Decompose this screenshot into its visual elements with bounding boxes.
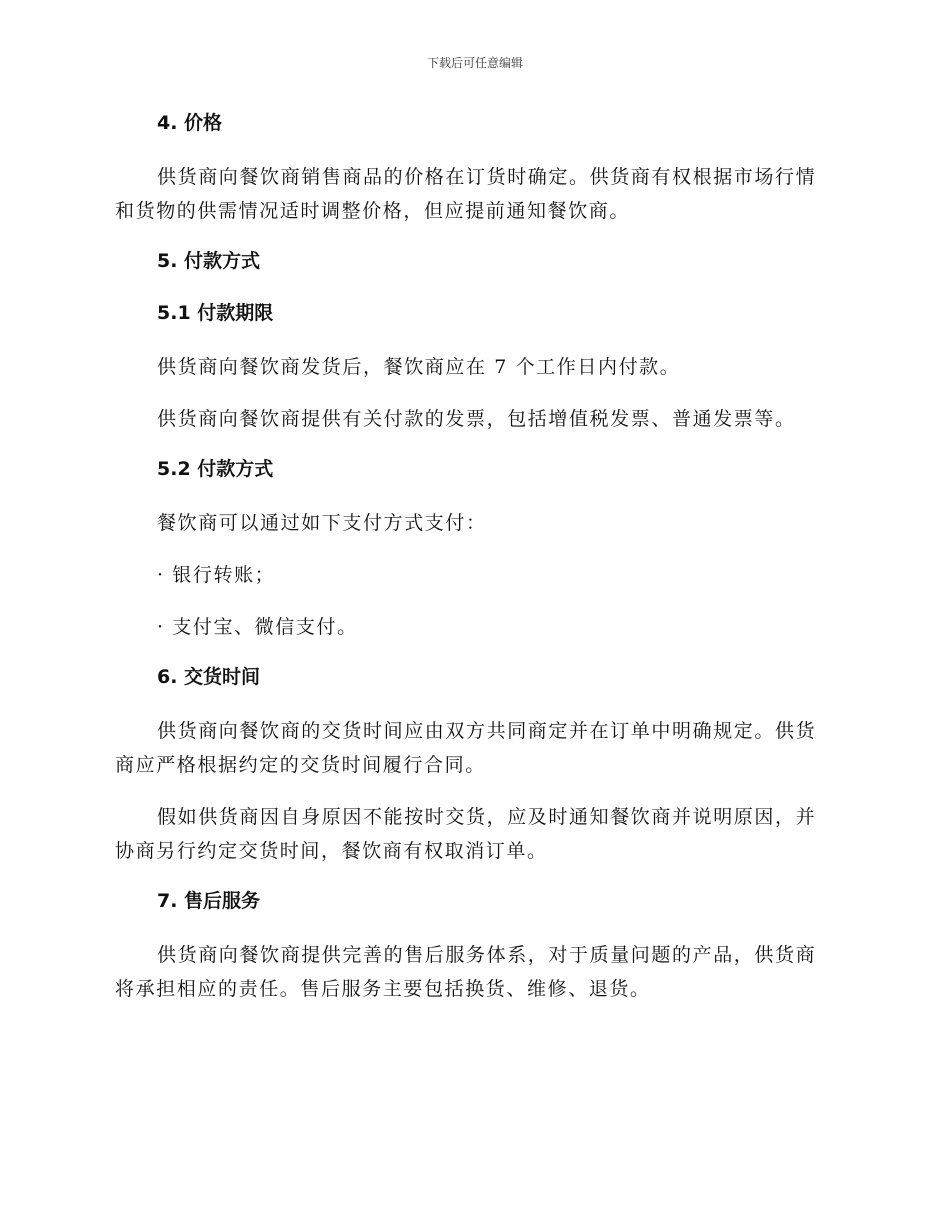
bullet-alipay-wechat: · 支付宝、微信支付。 [157,616,358,638]
page-header: 下载后可任意编辑 [426,56,523,70]
subsection-heading-payment-method: 5.2 付款方式 [157,458,274,480]
payment-method-paragraph: 餐饮商可以通过如下支付方式支付： [157,512,487,534]
section-heading-price: 4. 价格 [157,112,223,134]
section-heading-delivery: 6. 交货时间 [157,666,261,688]
after-sales-paragraph: 供货商向餐饮商提供完善的售后服务体系，对于质量问题的产品，供货商将承担相应的责任。售后服务主要包括换货、维修、退货。 [115,944,817,1000]
delivery-paragraph-2: 假如供货商因自身原因不能按时交货，应及时通知餐饮商并说明原因，并协商另行约定交货时间，餐饮商有权取消订单。 [115,806,817,862]
document-body [115,108,835,1024]
delivery-paragraph-1: 供货商向餐饮商的交货时间应由双方共同商定并在订单中明确规定。供货商应严格根据约定的交货时间履行合同。 [115,720,817,776]
subsection-heading-payment-term: 5.1 付款期限 [157,302,274,324]
section-heading-payment: 5. 付款方式 [157,250,261,272]
invoice-paragraph: 供货商向餐饮商提供有关付款的发票，包括增值税发票、普通发票等。 [157,408,796,430]
payment-term-paragraph: 供货商向餐饮商发货后，餐饮商应在 7 个工作日内付款。 [157,356,681,378]
price-paragraph: 供货商向餐饮商销售商品的价格在订货时确定。供货商有权根据市场行情和货物的供需情况适时调整价格，但应提前通知餐饮商。 [115,166,817,222]
bullet-bank-transfer: · 银行转账； [157,564,276,586]
section-heading-after-sales: 7. 售后服务 [157,890,261,912]
